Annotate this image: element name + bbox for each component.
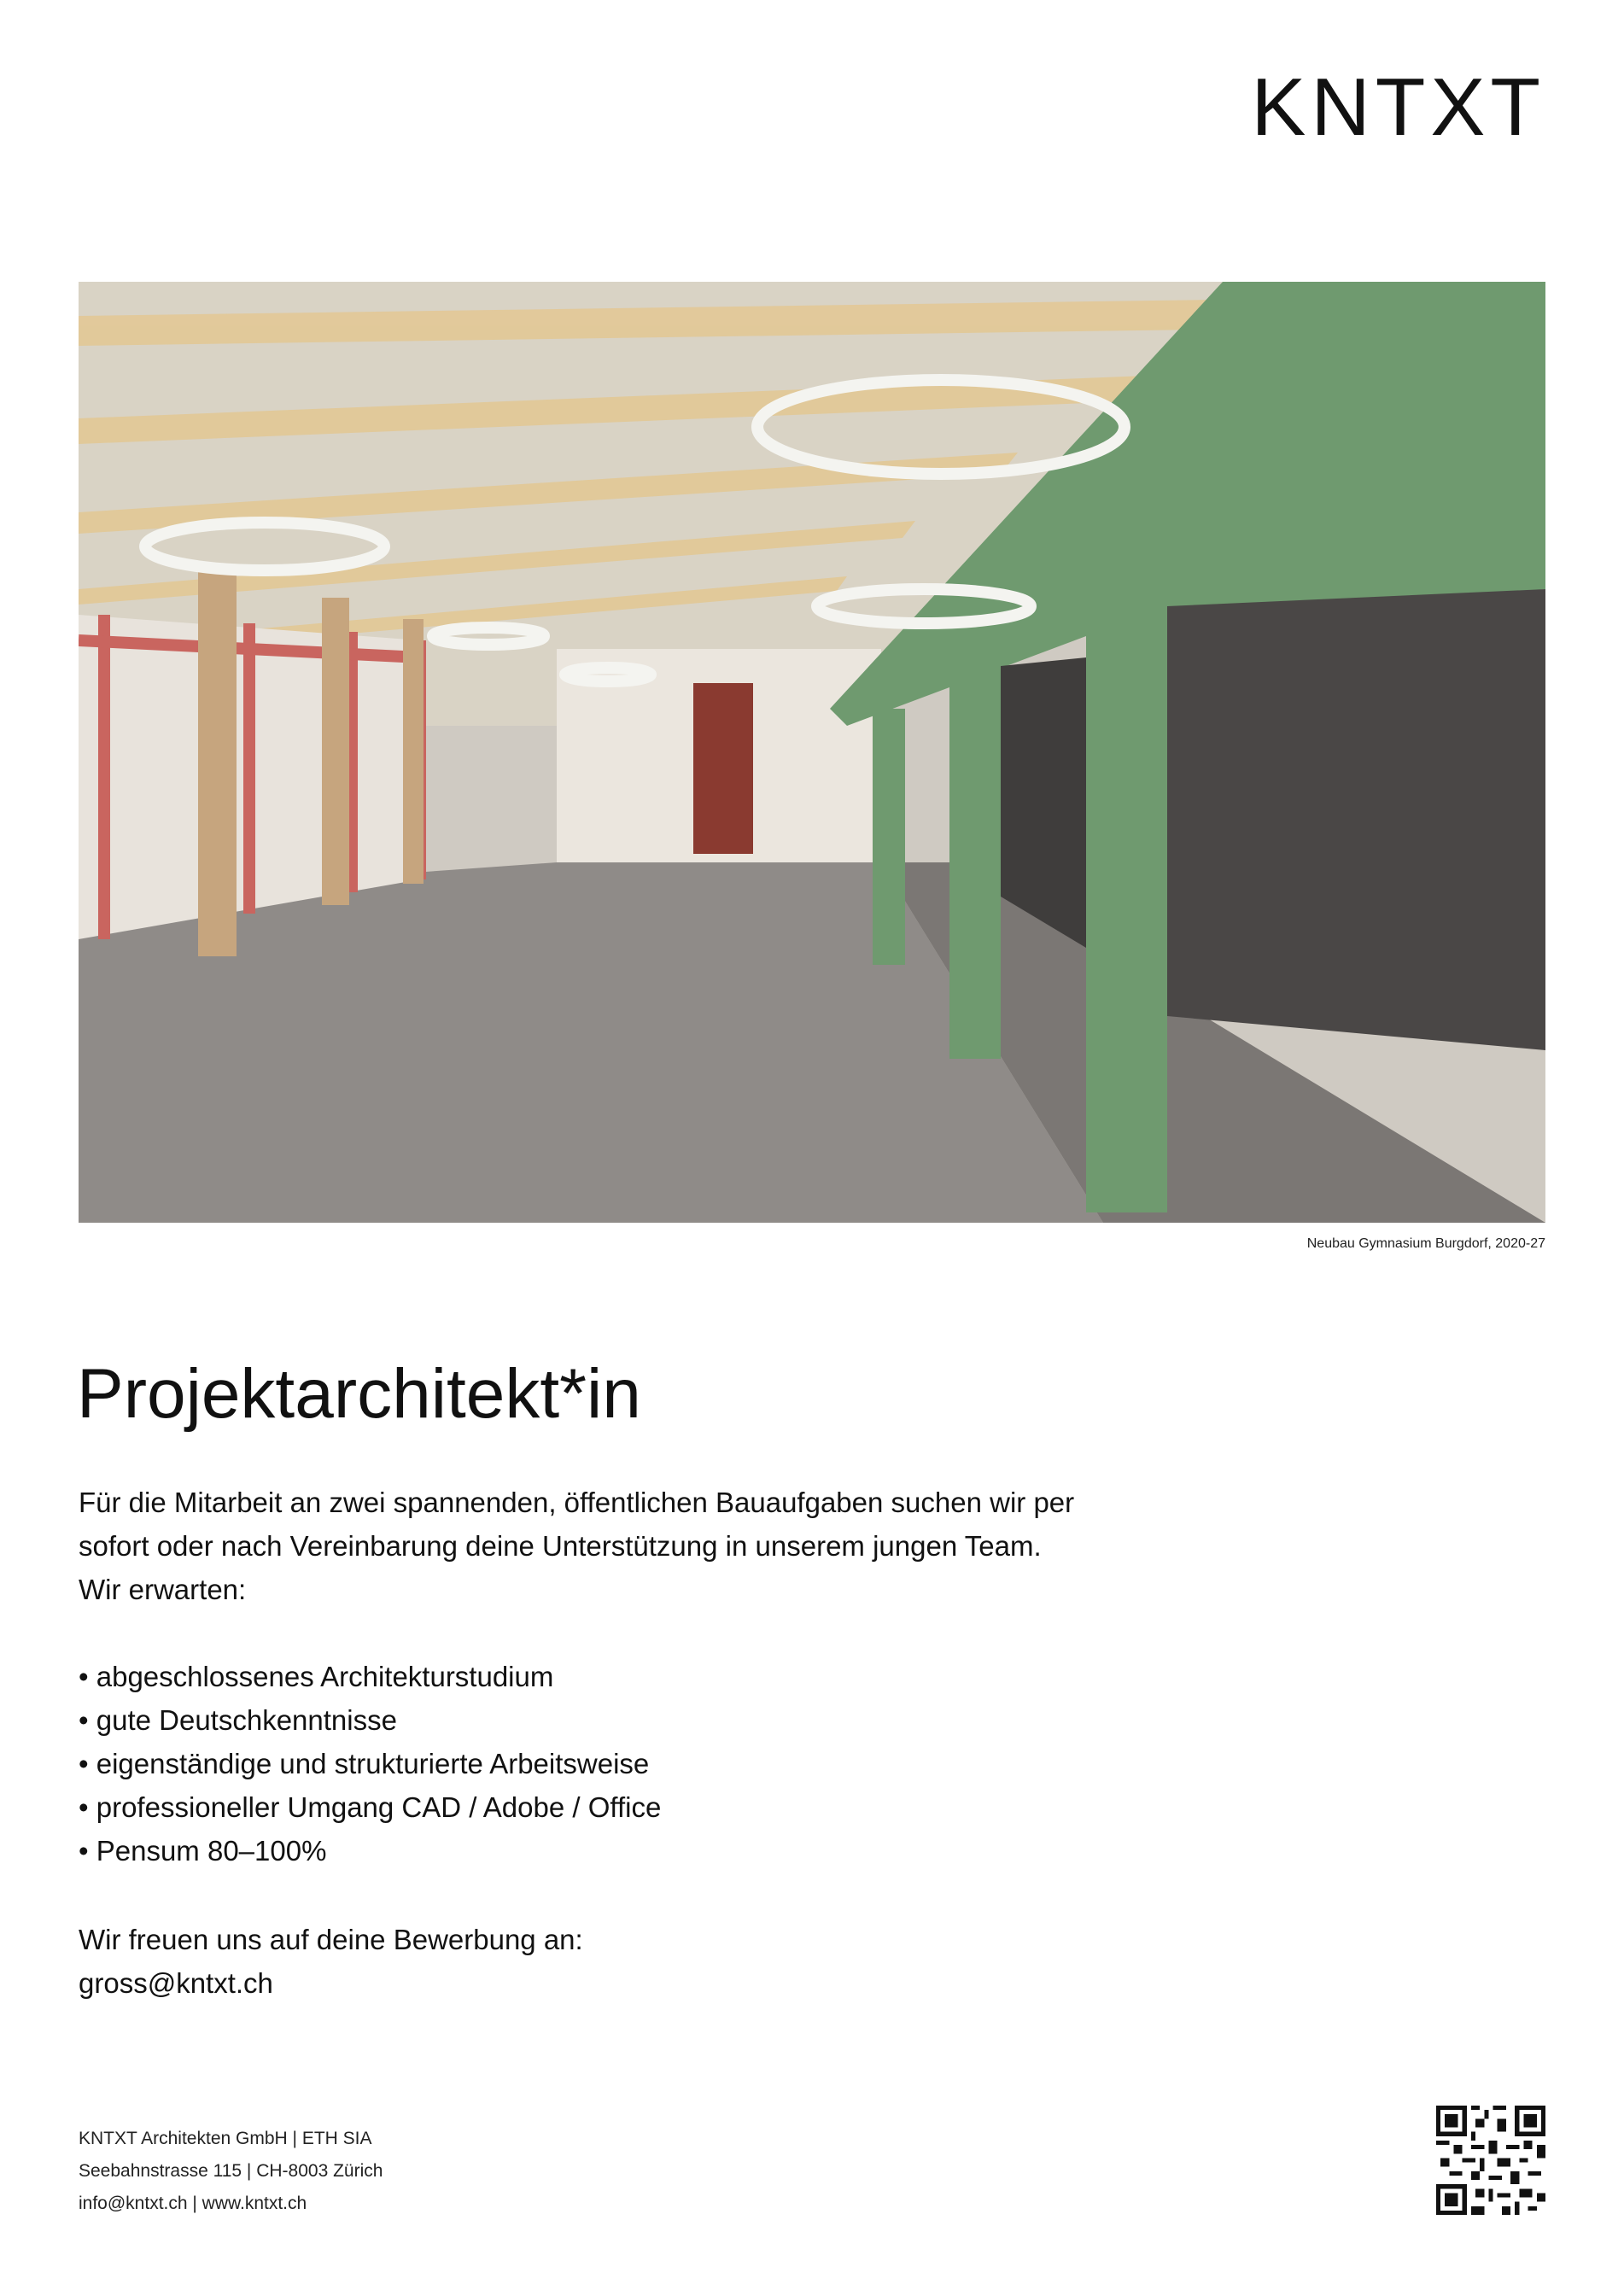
intro-line: sofort oder nach Vereinbarung deine Unterstützung in unserem jungen Team. [79,1530,1042,1562]
requirement-item: • professioneller Umgang CAD / Adobe / Office [79,1785,661,1829]
job-title: Projektarchitekt*in [77,1355,641,1433]
application-section [79,1918,583,2005]
hero-rendering [79,282,1545,1223]
brand-logo: KNTXT [1251,61,1545,153]
footer-street: Seebahnstrasse 115 | CH-8003 Zürich [79,2161,383,2181]
requirement-item: • Pensum 80–100% [79,1829,661,1872]
image-caption: Neubau Gymnasium Burgdorf, 2020-27 [1306,1236,1545,1251]
job-intro [79,1481,1274,1611]
apply-email-link[interactable]: gross@kntxt.ch [79,1967,273,1999]
requirement-item: • gute Deutschkenntnisse [79,1698,661,1742]
apply-text: Wir freuen uns auf deine Bewerbung an: [79,1924,583,1955]
qr-code-icon[interactable] [1436,2106,1545,2215]
requirements-list [79,1655,661,1872]
intro-line: Wir erwarten: [79,1574,247,1605]
footer-contact-links[interactable]: info@kntxt.ch | www.kntxt.ch [79,2194,307,2213]
requirement-item: • abgeschlossenes Architekturstudium [79,1655,661,1698]
requirement-item: • eigenständige und strukturierte Arbeitsweise [79,1742,661,1785]
footer-company: KNTXT Architekten GmbH | ETH SIA [79,2129,372,2148]
intro-line: Für die Mitarbeit an zwei spannenden, öffentlichen Bauaufgaben suchen wir per [79,1487,1075,1518]
interior-rendering-image [79,282,1545,1223]
footer-address [79,2123,383,2220]
